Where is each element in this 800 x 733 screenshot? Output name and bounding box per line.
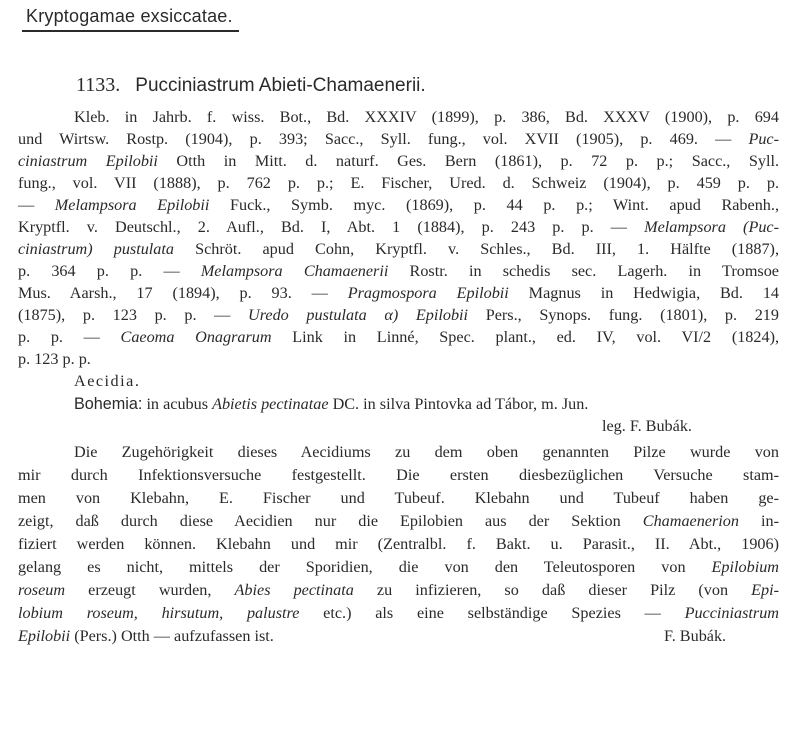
locality-line: Bohemia: in acubus Abietis pectinatae DC. in silva Pintovka ad Tábor, m. Jun. <box>74 395 589 413</box>
note-line: Die Zugehörigkeit dieses Aecidiums zu dem oben genannten Pilze wurde von <box>74 443 779 461</box>
page-header <box>22 6 239 32</box>
species-name: Pucciniastrum Abieti-Chamaenerii. <box>135 75 426 96</box>
synonymy-line: ciniastrum Epilobii Otth in Mitt. d. naturf. Ges. Bern (1861), p. 72 p. p.; Sacc., Syll. <box>18 152 779 170</box>
author-signature: F. Bubák. <box>664 627 727 645</box>
note-line: roseum erzeugt wurden, Abies pectinata zu infizieren, so daß dieser Pilz (von Epi- <box>18 581 779 599</box>
synonymy-line: p. 364 p. p. — Melampsora Chamaenerii Rostr. in schedis sec. Lagerh. in Tromsoe <box>18 262 779 280</box>
synonymy-line: Kryptfl. v. Deutschl., 2. Aufl., Bd. I, Abt. 1 (1884), p. 243 p. p. — Melampsora (Puc- <box>18 218 779 236</box>
entry-number: 1133. <box>76 74 121 96</box>
synonymy-line: p. p. — Caeoma Onagrarum Link in Linné, Spec. plant., ed. IV, vol. VI/2 (1824), <box>18 328 780 346</box>
note-line: fiziert werden können. Klebahn und mir (Zentralbl. f. Bakt. u. Parasit., II. Abt., 1906) <box>18 535 779 553</box>
note-line: zeigt, daß durch diese Aecidien nur die Epilobien aus der Sektion Chamaenerion in- <box>18 512 779 530</box>
entry-title <box>76 74 426 97</box>
note-line: men von Klebahn, E. Fischer und Tubeuf. Klebahn und Tubeuf haben ge- <box>18 489 779 507</box>
note-line: gelang es nicht, mittels der Sporidien, die von den Teleutosporen von Epilobium <box>18 558 779 576</box>
host-name: Abietis pectinatae <box>212 395 329 413</box>
collector: leg. F. Bubák. <box>602 417 692 435</box>
synonymy-line: fung., vol. VII (1888), p. 762 p. p.; E. Fischer, Ured. d. Schweiz (1904), p. 459 p. p. <box>18 174 779 192</box>
note-line: mir durch Infektionsversuche festgestellt. Die ersten diesbezüglichen Versuche stam- <box>18 466 779 484</box>
synonymy-line: — Melampsora Epilobii Fuck., Symb. myc. (1869), p. 44 p. p.; Wint. apud Rabenh., <box>18 196 779 214</box>
synonymy-line: ciniastrum) pustulata Schröt. apud Cohn, Kryptfl. v. Schles., Bd. III, 1. Hälfte (1887), <box>18 240 779 258</box>
synonymy-line: Kleb. in Jahrb. f. wiss. Bot., Bd. XXXIV (1899), p. 386, Bd. XXXV (1900), p. 694 <box>74 108 779 126</box>
spore-stage: Aecidia. <box>74 372 141 390</box>
header-title: Kryptogamae exsiccatae. <box>26 6 233 26</box>
synonymy-line: und Wirtsw. Rostp. (1904), p. 393; Sacc., Syll. fung., vol. XVII (1905), p. 469. — Puc- <box>18 130 779 148</box>
synonymy-line: Mus. Aarsh., 17 (1894), p. 93. — Pragmospora Epilobii Magnus in Hedwigia, Bd. 14 <box>18 284 780 302</box>
note-last-line: Epilobii (Pers.) Otth — aufzufassen ist. <box>18 627 274 645</box>
synonymy-line: p. 123 p. p. <box>18 350 91 368</box>
synonymy-line: (1875), p. 123 p. p. — Uredo pustulata α) Epilobii Pers., Synops. fung. (1801), p. 219 <box>18 306 779 324</box>
region-name: Bohemia: <box>74 395 143 413</box>
note-line: lobium roseum, hirsutum, palustre etc.) als eine selbständige Spezies — Pucciniastrum <box>18 604 779 622</box>
